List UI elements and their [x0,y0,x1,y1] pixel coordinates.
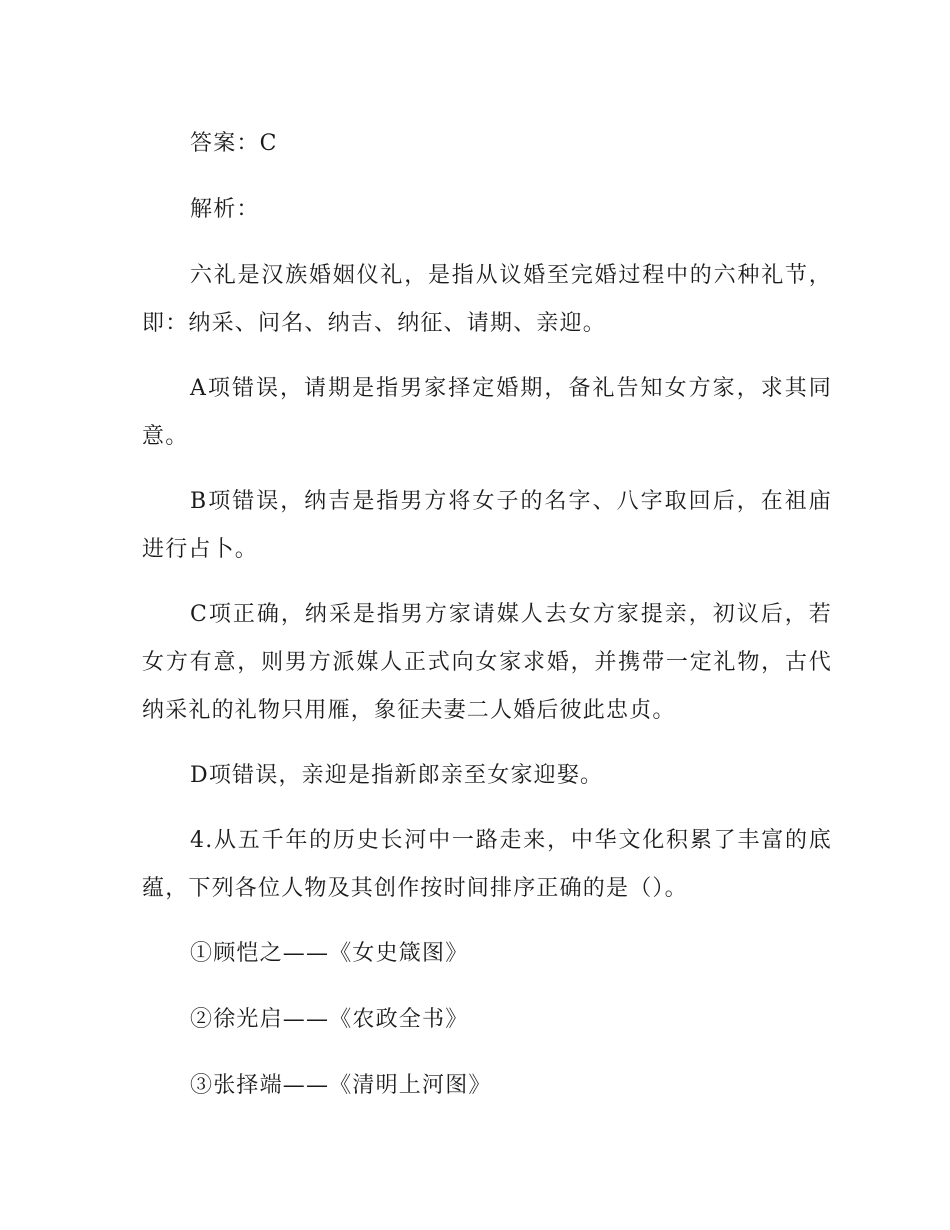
option-a-analysis: A项错误，请期是指男家择定婚期，备礼告知女方家，求其同意。 [142,376,832,449]
question-4-item-2: ②徐光启——《农政全书》 [190,1007,469,1032]
question-4-item-1: ①顾恺之——《女史箴图》 [190,941,469,966]
document-body [142,120,832,1128]
answer-line: 答案：C [190,131,278,156]
question-4-stem: 4.从五千年的历史长河中一路走来，中华文化积累了丰富的底蕴，下列各位人物及其创作按时间排序正确的是（）。 [142,828,832,901]
analysis-heading: 解析： [190,197,260,222]
six-rites-explanation: 六礼是汉族婚姻仪礼，是指从议婚至完婚过程中的六种礼节，即：纳采、问名、纳吉、纳征、请期、亲迎。 [142,263,832,336]
option-d-analysis: D项错误，亲迎是指新郎亲至女家迎娶。 [190,763,604,788]
question-4-item-3: ③张择端——《清明上河图》 [190,1073,492,1098]
option-c-analysis: C项正确，纳采是指男方家请媒人去女方家提亲，初议后，若女方有意，则男方派媒人正式向女家求婚，并携带一定礼物，古代纳采礼的礼物只用雁，象征夫妻二人婚后彼此忠贞。 [142,602,832,723]
option-b-analysis: B项错误，纳吉是指男方将女子的名字、八字取回后，在祖庙进行占卜。 [142,489,832,562]
